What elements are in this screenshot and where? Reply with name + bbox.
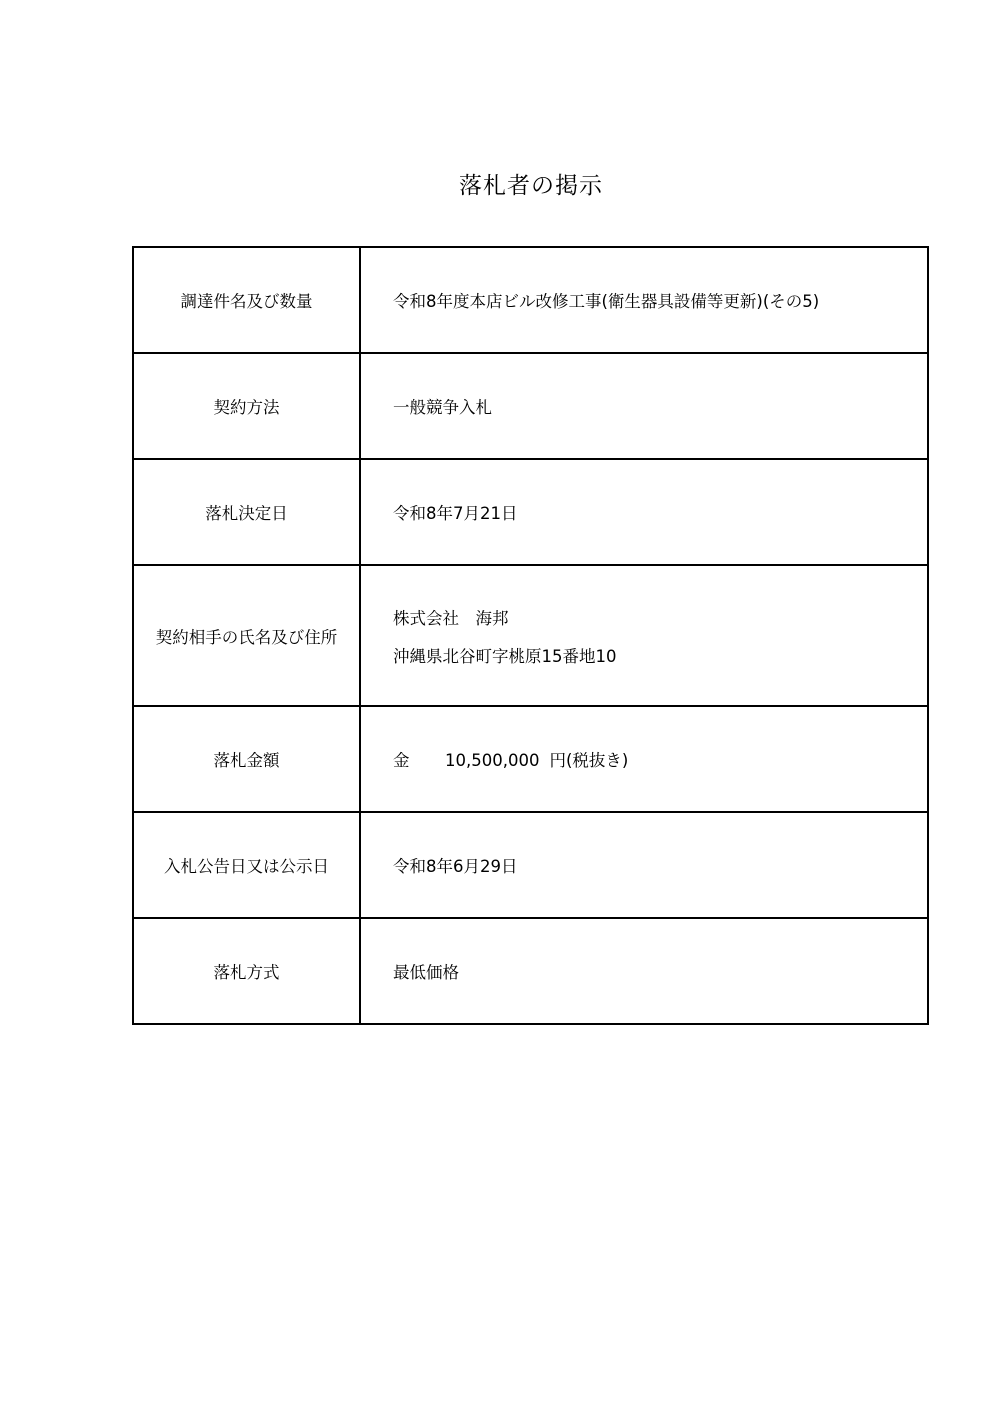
amount-unit: 円(税抜き) xyxy=(549,751,629,770)
amount-cell xyxy=(360,706,928,812)
row-value: 令和8年度本店ビル改修工事(衛生器具設備等更新)(その5) xyxy=(360,247,928,353)
row-label: 落札決定日 xyxy=(133,459,360,565)
amount-value: 10,500,000 xyxy=(445,751,540,770)
table-row-contract-method xyxy=(133,353,928,459)
row-label: 落札金額 xyxy=(133,706,360,812)
row-label: 入札公告日又は公示日 xyxy=(133,812,360,918)
row-label: 調達件名及び数量 xyxy=(133,247,360,353)
row-label: 契約方法 xyxy=(133,353,360,459)
row-value: 令和8年6月29日 xyxy=(360,812,928,918)
table-row-announcement-date xyxy=(133,812,928,918)
page-title: 落札者の掲示 xyxy=(459,173,603,199)
contractor-name: 株式会社 海邦 xyxy=(393,608,509,628)
row-value: 令和8年7月21日 xyxy=(360,459,928,565)
contractor-cell xyxy=(360,565,928,706)
row-value: 最低価格 xyxy=(360,918,928,1024)
row-label: 契約相手の氏名及び住所 xyxy=(133,565,360,706)
table-row-award-method xyxy=(133,918,928,1024)
table-row-award-date xyxy=(133,459,928,565)
row-value: 一般競争入札 xyxy=(360,353,928,459)
table-row-procurement xyxy=(133,247,928,353)
row-label: 落札方式 xyxy=(133,918,360,1024)
table-row-contractor xyxy=(133,565,928,706)
table-row-award-amount xyxy=(133,706,928,812)
contractor-address: 沖縄県北谷町字桃原15番地10 xyxy=(393,646,617,666)
amount-prefix: 金 xyxy=(393,751,410,770)
award-notice-table xyxy=(132,246,929,1025)
